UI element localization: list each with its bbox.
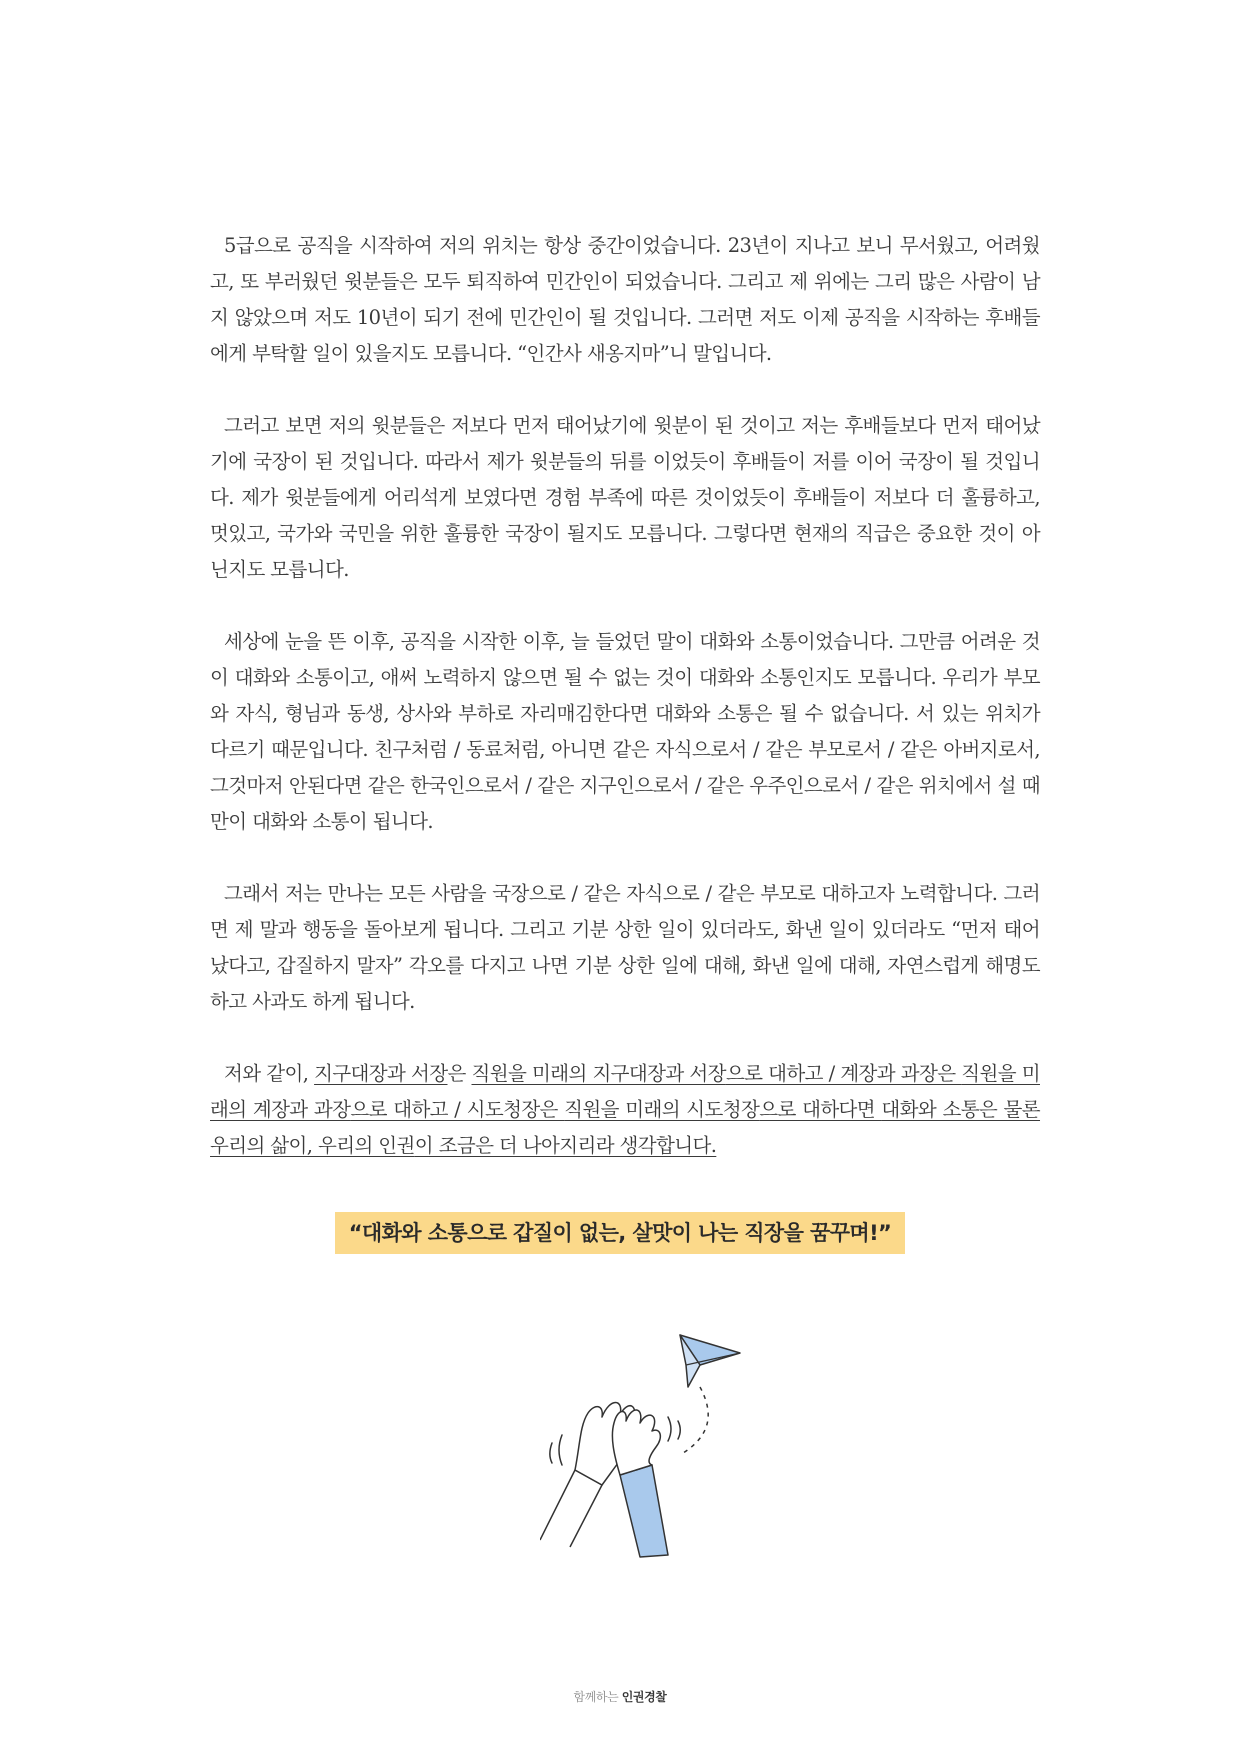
p5-underlined: 직원을 미래의 지구대장과 서장 xyxy=(471,1062,726,1085)
paragraph-5 xyxy=(210,1056,1040,1164)
page-footer xyxy=(0,1688,1240,1705)
quote-banner xyxy=(0,1212,1240,1254)
paragraph-2: 그러고 보면 저의 윗분들은 저보다 먼저 태어났기에 윗분이 된 것이고 저는 후배들보다 먼저 태어났기에 국장이 된 것입니다. 따라서 제가 윗분들의 뒤를 이었듯이 후배들이 저를 이어 국장이 될 것입니다. 제가 윗분들에게 어리석게 보였다면 경험 부족에 따른 것이었듯이 후배들이 저보다 더 훌륭하고, 멋있고, 국가와 국민을 위한 훌륭한 국장이 될지도 모릅니다. 그렇다면 현재의 직급은 중요한 것이 아닌지도 모릅니다. xyxy=(210,414,1040,581)
paper-plane-icon xyxy=(680,1335,740,1455)
article-body xyxy=(210,228,1040,1200)
p5-underlined: 지구대장과 서장 xyxy=(314,1062,448,1085)
p5-underlined: 으로 대하다면 xyxy=(759,1098,882,1121)
p5-underlined: 이 조금은 더 나아지리라 생각합니다. xyxy=(414,1134,717,1157)
paragraph-1: 5급으로 공직을 시작하여 저의 위치는 항상 중간이었습니다. 23년이 지나고 보니 무서웠고, 어려웠고, 또 부러웠던 윗분들은 모두 퇴직하여 민간인이 되었습니다. 그리고 제 위에는 그리 많은 사람이 남지 않았으며 저도 10년이 되기 전에 민간인이 될 것입니다. 그러면 저도 이제 공직을 시작하는 후배들에게 부탁할 일이 있을지도 모릅니다. “인간사 새옹지마”니 말입니다. xyxy=(210,234,1040,365)
quote-text: “대화와 소통으로 갑질이 없는, 살맛이 나는 직장을 꿈꾸며!” xyxy=(335,1212,906,1254)
high-five-hands-icon xyxy=(540,1403,680,1558)
p5-underlined: 직원을 미래의 계장과 과장 xyxy=(210,1062,1040,1121)
footer-brand: 인권경찰 xyxy=(621,1690,667,1704)
p5-underlined: 직원을 미래의 시도청장 xyxy=(564,1098,760,1121)
illustration xyxy=(540,1325,760,1565)
paragraph-4: 그래서 저는 만나는 모든 사람을 국장으로 / 같은 자식으로 / 같은 부모로 대하고자 노력합니다. 그러면 제 말과 행동을 돌아보게 됩니다. 그리고 기분 상한 일이 있더라도, 화낸 일이 있더라도 “먼저 태어났다고, 갑질하지 말자” 각오를 다지고 나면 기분 상한 일에 대해, 화낸 일에 대해, 자연스럽게 해명도 하고 사과도 하게 됩니다. xyxy=(210,882,1040,1013)
p5-text: 은 xyxy=(447,1062,472,1085)
p5-underlined: 으로 대하고 / 시도청장은 xyxy=(350,1098,565,1121)
footer-prefix: 함께하는 xyxy=(573,1690,622,1704)
p5-text: 저와 같이, xyxy=(224,1062,315,1085)
p5-underlined: 대화와 소통은 물론 우리의 삶이, 우리의 인권 xyxy=(210,1098,1041,1157)
paragraph-3: 세상에 눈을 뜬 이후, 공직을 시작한 이후, 늘 들었던 말이 대화와 소통이었습니다. 그만큼 어려운 것이 대화와 소통이고, 애써 노력하지 않으면 될 수 없는 것이 대화와 소통인지도 모릅니다. 우리가 부모와 자식, 형님과 동생, 상사와 부하로 자리매김한다면 대화와 소통은 될 수 없습니다. 서 있는 위치가 다르기 때문입니다. 친구처럼 / 동료처럼, 아니면 같은 자식으로서 / 같은 부모로서 / 같은 아버지로서, 그것마저 안된다면 같은 한국인으로서 / 같은 지구인으로서 / 같은 우주인으로서 / 같은 위치에서 설 때만이 대화와 소통이 됩니다. xyxy=(210,630,1040,833)
p5-underlined: 으로 대하고 / 계장과 과장은 xyxy=(725,1062,962,1085)
